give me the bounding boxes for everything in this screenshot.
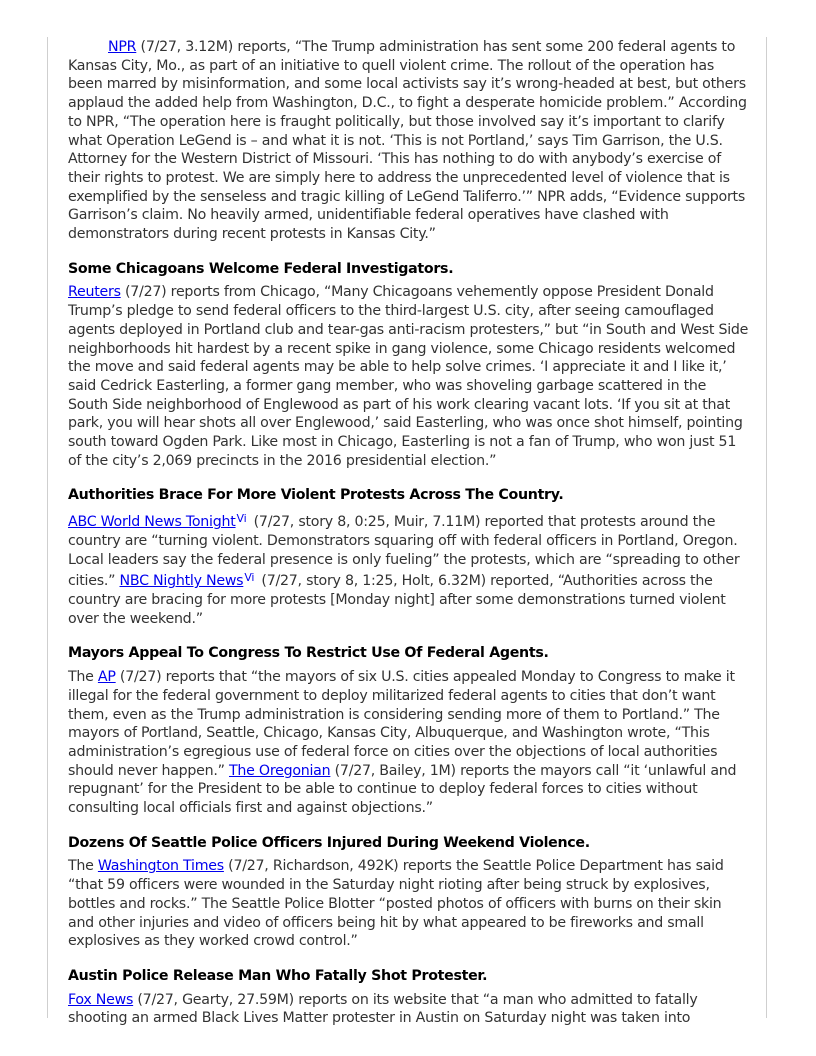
document-content — [68, 37, 750, 1028]
oregonian-link[interactable]: The Oregonian — [229, 762, 331, 779]
fox-news-link[interactable]: Fox News — [68, 991, 134, 1008]
article-text: (7/27, story 8, 1:25, Holt, 6.32M) reported, “Authorities across the country are bracing for more protests [Monday night] after some demonstrations turned violent over the weekend.” — [68, 573, 726, 627]
article-text: (7/27) reports that “the mayors of six U.S. cities appealed Monday to Congress to make it illegal for the federal government to deploy militarized federal agents to cities that don’t want them, even as the Trump administration is considering sending more of them to Portland.” The mayors of Portland, Seattle, Chicago, Kansas City, Albuquerque, and Washington wrote, “This administration’s egregious use of federal force on cities over the objections of local authorities should never happen.” — [68, 669, 735, 779]
article-austin-body — [68, 991, 750, 1028]
article-authorities-body — [68, 510, 750, 628]
article-text: (7/27) reports from Chicago, “Many Chicagoans vehemently oppose President Donald Trump’s pledge to send federal officers to the third-largest U.S. city, after seeing camouflaged agents deployed in Portland club and tear-gas anti-racism protesters,” but “in South and West Side neighborhoods hit hardest by a recent spike in gang violence, some Chicago residents welcomed the move and said federal agents may be able to help solve crimes. ‘I appreciate it and I like it,’ said Cedrick Easterling, a former gang member, who was shoveling garbage scattered in the South Side neighborhood of Englewood as part of his work clearing vacant lots. ‘If you sit at that park, you will hear shots all over Englewood,’ said Easterling, who was once shot himself, pointing south toward Ogden Park. Like most in Chicago, Easterling is not a fan of Trump, who won just 51 of the city’s 2,069 precincts in the 2016 presidential election.” — [68, 284, 749, 469]
abc-world-news-link[interactable]: ABC World News Tonight — [68, 514, 236, 531]
article-text: (7/27, Richardson, 492K) reports the Seattle Police Department has said “that 59 officers were wounded in the Saturday night rioting after being struck by explosives, bottles and rocks.” The Seattle Police Blotter “posted photos of officers with burns on their skin and other injuries and video of officers being hit by what appeared to be fireworks and small explosives as they worked crowd control.” — [68, 858, 724, 950]
ap-link[interactable]: AP — [97, 669, 116, 686]
npr-link[interactable]: NPR — [108, 39, 137, 55]
article-text: (7/27, 3.12M) reports, “The Trump administration has sent some 200 federal agents to Kansas City, Mo., as part of an initiative to quell violent crime. The rollout of the operation has been marred by misinformation, and some local activists say it’s wrong-headed at best, but others applaud the added help from Washington, D.C., to fight a desperate homicide problem.” According to NPR, “The operation here is fraught politically, but those involved say it’s important to clarify what Operation LeGend is – and what it is not. ‘This is not Portland,’ says Tim Garrison, the U.S. Attorney for the Western District of Missouri. ‘This has nothing to do with anybody’s exercise of their rights to protest. We are simply here to address the unprecedented level of violence that is exemplified by the senseless and tragic killing of LeGend Taliferro.’” NPR adds, “Evidence supports Garrison’s claim. No heavily armed, unidentifiable federal operatives have clashed with demonstrators during recent protests in Kansas City.” — [68, 39, 747, 243]
document-page — [47, 37, 767, 1027]
article-text: The — [68, 858, 98, 875]
article-text: (7/27, story 8, 0:25, Muir, 7.11M) reported that protests around the country are “turning violent. Demonstrators squaring off with federal officers in Portland, Oregon. Local leaders say the federal presence is only fueling” the protests, which are “spreading to other cities.” — [68, 514, 740, 590]
nbc-nightly-news-link[interactable]: NBC Nightly News — [119, 573, 244, 590]
article-heading-mayors: Mayors Appeal To Congress To Restrict Use Of Federal Agents. — [68, 645, 549, 662]
article-text: The — [68, 669, 98, 686]
video-icon[interactable]: Vi — [236, 512, 247, 526]
article-text: (7/27, Bailey, 1M) reports the mayors call “it ‘unlawful and repugnant’ for the President to be able to continue to deploy federal forces to cities without consulting local officials first and against objections.” — [68, 762, 737, 817]
article-heading-austin: Austin Police Release Man Who Fatally Shot Protester. — [68, 967, 488, 984]
article-heading-seattle: Dozens Of Seattle Police Officers Injured During Weekend Violence. — [68, 834, 590, 851]
article-heading-chicagoans: Some Chicagoans Welcome Federal Investigators. — [68, 260, 454, 277]
article-mayors-body — [68, 668, 750, 818]
article-chicagoans-body — [68, 283, 750, 470]
video-icon[interactable]: Vi — [244, 571, 255, 585]
washington-times-link[interactable]: Washington Times — [97, 858, 224, 875]
reuters-link[interactable]: Reuters — [68, 284, 121, 301]
article-heading-authorities: Authorities Brace For More Violent Protests Across The Country. — [68, 487, 564, 504]
article-text: (7/27, Gearty, 27.59M) reports on its website that “a man who admitted to fatally shooting an armed Black Lives Matter protester in Austin on Saturday night was taken into — [68, 991, 698, 1027]
article-npr-body — [68, 38, 750, 244]
article-seattle-body — [68, 857, 750, 951]
